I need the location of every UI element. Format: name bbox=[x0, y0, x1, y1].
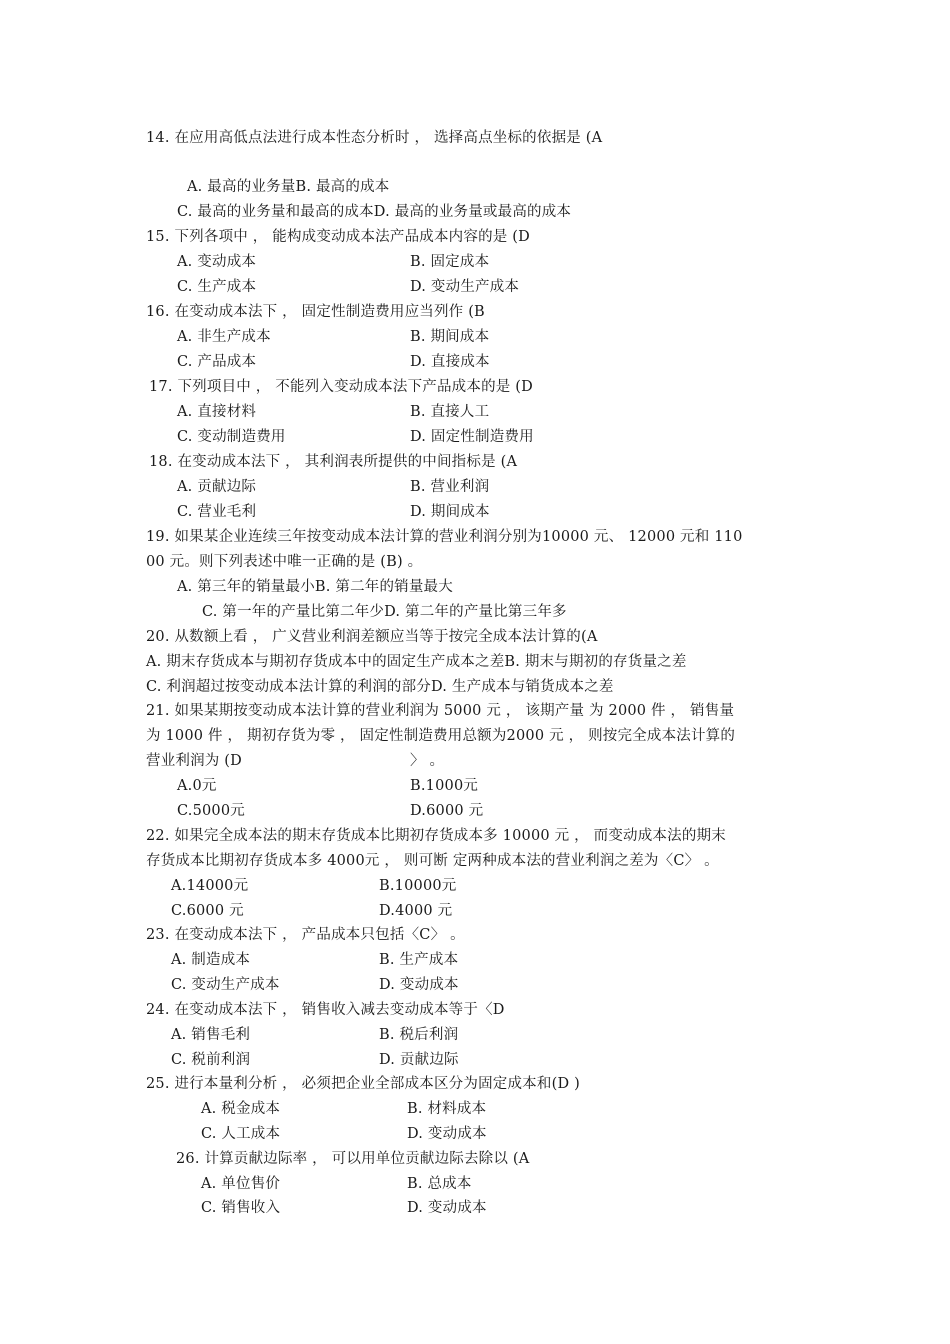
question-17: 17. 下列项目中 ， 不能列入变动成本法下产品成本的是 (D bbox=[149, 379, 533, 395]
question-26-option-c: C. 销售收入 bbox=[201, 1200, 281, 1216]
question-24-option-a: A. 销售毛利 bbox=[171, 1027, 251, 1043]
question-24-option-d: D. 贡献边际 bbox=[379, 1052, 459, 1068]
question-15-option-c: C. 生产成本 bbox=[177, 279, 257, 295]
question-16: 16. 在变动成本法下 ， 固定性制造费用应当列作 (B bbox=[146, 304, 485, 320]
question-20-options-ab: A. 期末存货成本与期初存货成本中的固定生产成本之差B. 期末与期初的存货量之差 bbox=[146, 654, 687, 670]
question-21-option-b: B.1000元 bbox=[410, 778, 479, 794]
question-18-option-d: D. 期间成本 bbox=[410, 504, 490, 520]
question-24-option-b: B. 税后利润 bbox=[379, 1027, 459, 1043]
question-21-option-c: C.5000元 bbox=[177, 803, 245, 819]
question-14-options-cd: C. 最高的业务量和最高的成本D. 最高的业务量或最高的成本 bbox=[177, 204, 572, 220]
question-22-option-c: C.6000 元 bbox=[171, 903, 244, 919]
question-14: 14. 在应用高低点法进行成本性态分析时 ， 选择高点坐标的依据是 (A bbox=[146, 130, 603, 146]
question-18: 18. 在变动成本法下 ， 其利润表所提供的中间指标是 (A bbox=[149, 454, 518, 470]
question-23-option-a: A. 制造成本 bbox=[171, 952, 251, 968]
question-22-option-b: B.10000元 bbox=[379, 878, 457, 894]
question-25: 25. 进行本量利分析 ， 必须把企业全部成本区分为固定成本和(D ) bbox=[146, 1076, 580, 1092]
question-25-option-b: B. 材料成本 bbox=[407, 1101, 487, 1117]
question-26-option-a: A. 单位售价 bbox=[201, 1176, 281, 1192]
question-24: 24. 在变动成本法下 ， 销售收入减去变动成本等于〈D bbox=[146, 1002, 505, 1018]
question-22-option-a: A.14000元 bbox=[171, 878, 249, 894]
question-26-option-d: D. 变动成本 bbox=[407, 1200, 487, 1216]
question-25-option-c: C. 人工成本 bbox=[201, 1126, 281, 1142]
question-19-line-2: 00 元。则下列表述中唯一正确的是 (B) 。 bbox=[146, 554, 423, 570]
question-15-option-a: A. 变动成本 bbox=[177, 254, 257, 270]
question-16-option-d: D. 直接成本 bbox=[410, 354, 490, 370]
question-21-option-d: D.6000 元 bbox=[410, 803, 484, 819]
question-16-option-a: A. 非生产成本 bbox=[177, 329, 271, 345]
question-17-option-a: A. 直接材料 bbox=[177, 404, 257, 420]
question-23-option-c: C. 变动生产成本 bbox=[171, 977, 280, 993]
question-18-option-c: C. 营业毛利 bbox=[177, 504, 257, 520]
question-26: 26. 计算贡献边际率 ， 可以用单位贡献边际去除以 (A bbox=[176, 1151, 530, 1167]
question-20: 20. 从数额上看 ， 广义营业利润差额应当等于按完全成本法计算的(A bbox=[146, 629, 598, 645]
question-22-option-d: D.4000 元 bbox=[379, 903, 453, 919]
question-17-option-c: C. 变动制造费用 bbox=[177, 429, 286, 445]
question-26-option-b: B. 总成本 bbox=[407, 1176, 472, 1192]
question-15-option-d: D. 变动生产成本 bbox=[410, 279, 520, 295]
question-17-option-d: D. 固定性制造费用 bbox=[410, 429, 534, 445]
question-21-line-2: 为 1000 件 ， 期初存货为零 ， 固定性制造费用总额为2000 元 ， 则按完全成本法计算的 bbox=[146, 728, 736, 744]
question-15: 15. 下列各项中 ， 能构成变动成本法产品成本内容的是 (D bbox=[146, 229, 530, 245]
question-21-line-3-end: 〉 。 bbox=[410, 753, 445, 769]
question-18-option-b: B. 营业利润 bbox=[410, 479, 490, 495]
question-15-option-b: B. 固定成本 bbox=[410, 254, 490, 270]
question-22-line-2: 存货成本比期初存货成本多 4000元 ， 则可断 定两种成本法的营业利润之差为〈C〉 。 bbox=[146, 853, 719, 869]
question-25-option-a: A. 税金成本 bbox=[201, 1101, 281, 1117]
question-23: 23. 在变动成本法下 ， 产品成本只包括〈C〉 。 bbox=[146, 927, 465, 943]
question-24-option-c: C. 税前利润 bbox=[171, 1052, 251, 1068]
question-21-line-3: 营业利润为 (D bbox=[146, 753, 242, 769]
question-21-option-a: A.0元 bbox=[177, 778, 217, 794]
question-22-line-1: 22. 如果完全成本法的期末存货成本比期初存货成本多 10000 元 ， 而变动成本法的期末 bbox=[146, 828, 726, 844]
question-19-options-ab: A. 第三年的销量最小B. 第二年的销量最大 bbox=[177, 579, 453, 595]
question-17-option-b: B. 直接人工 bbox=[410, 404, 490, 420]
question-16-option-b: B. 期间成本 bbox=[410, 329, 490, 345]
question-16-option-c: C. 产品成本 bbox=[177, 354, 257, 370]
question-21-line-1: 21. 如果某期按变动成本法计算的营业利润为 5000 元 ， 该期产量 为 2000 件 ， 销售量 bbox=[146, 703, 735, 719]
question-20-options-cd: C. 利润超过按变动成本法计算的利润的部分D. 生产成本与销货成本之差 bbox=[146, 679, 614, 695]
question-14-options-ab: A. 最高的业务量B. 最高的成本 bbox=[187, 179, 390, 195]
question-23-option-b: B. 生产成本 bbox=[379, 952, 459, 968]
question-19-line-1: 19. 如果某企业连续三年按变动成本法计算的营业利润分别为10000 元、 12000 元和 110 bbox=[146, 529, 743, 545]
question-23-option-d: D. 变动成本 bbox=[379, 977, 459, 993]
question-19-options-cd: C. 第一年的产量比第二年少D. 第二年的产量比第三年多 bbox=[202, 604, 567, 620]
question-18-option-a: A. 贡献边际 bbox=[177, 479, 257, 495]
question-25-option-d: D. 变动成本 bbox=[407, 1126, 487, 1142]
